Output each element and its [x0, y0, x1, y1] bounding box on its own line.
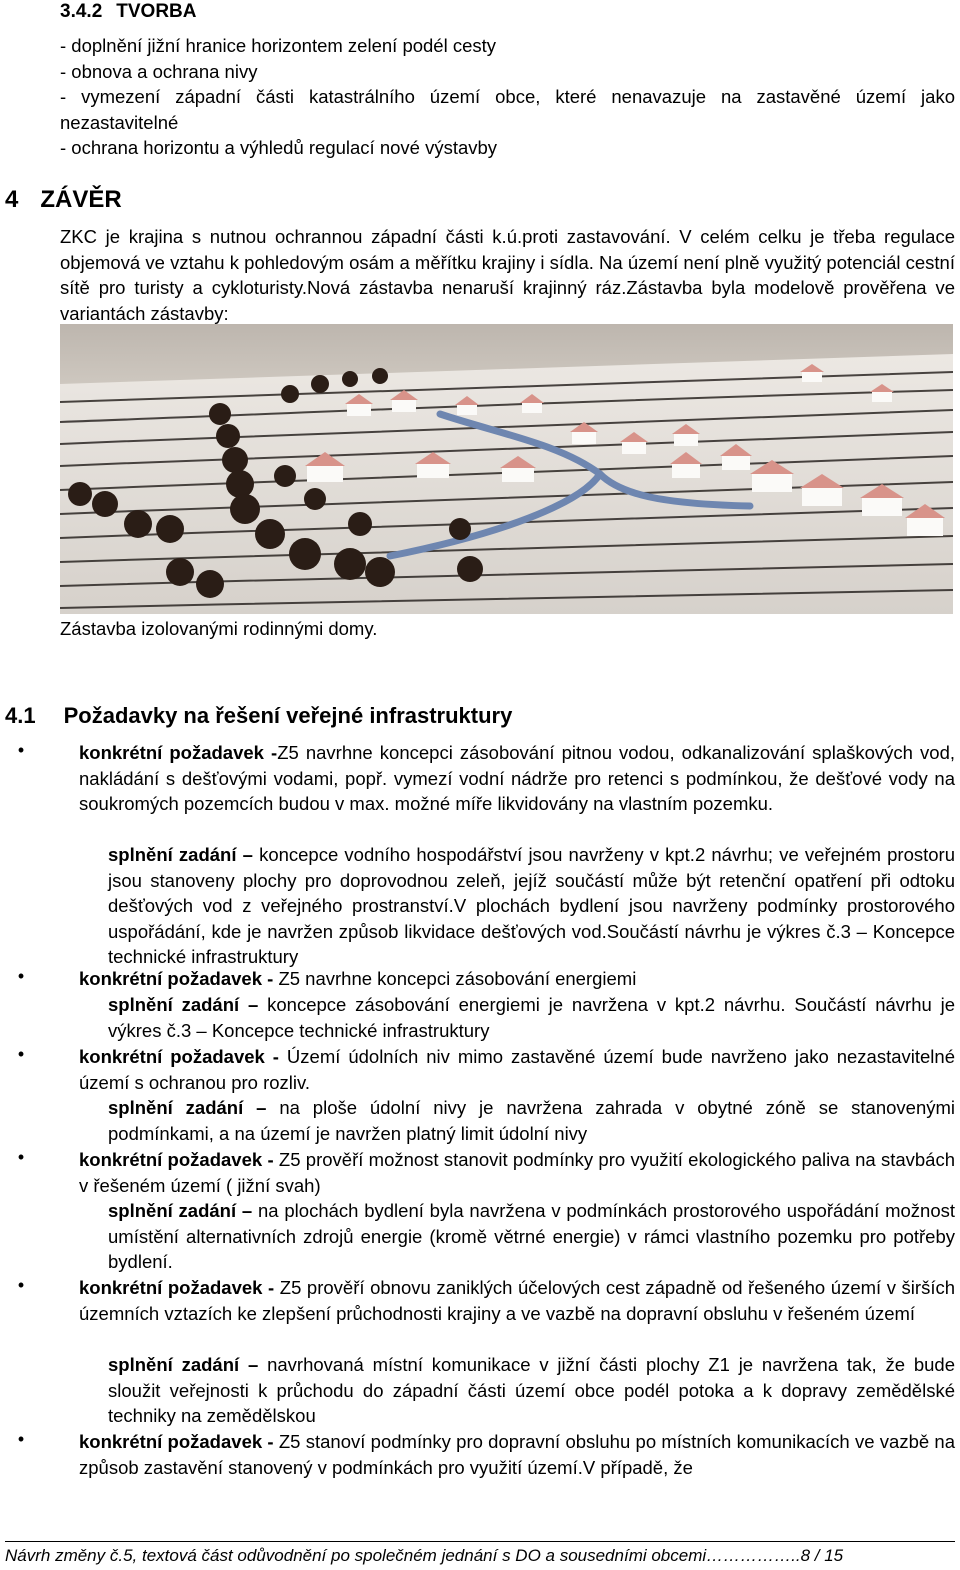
fulfilment-text [108, 1352, 955, 1429]
requirement-body: Z5 stanoví podmínky pro dopravní obsluhu po místních komunikacích ve vazbě na způsob zastavění stanovený v podmínkách pro využití území.V případě, že [79, 1431, 956, 1478]
requirement-label: konkrétní požadavek - [79, 1277, 275, 1298]
requirement-text [79, 740, 955, 817]
dash-list [60, 33, 955, 161]
requirement-text [79, 1429, 955, 1480]
dash-item: - ochrana horizontu a výhledů regulací nové výstavby [60, 137, 498, 158]
section-number: 4.1 [5, 703, 36, 728]
requirement-body: Z5 navrhne koncepci zásobování energiemi [278, 968, 637, 989]
requirement-text [79, 966, 955, 992]
requirement-text [79, 1044, 955, 1095]
fulfilment-label: splnění zadání – [108, 994, 259, 1015]
fulfilment-text [108, 992, 955, 1043]
section-number: 4 [5, 186, 19, 213]
fulfilment-text [108, 842, 955, 970]
dash-item: - vymezení západní části katastrálního území obce, které nenavazuje na zastavěné území jako nezastavitelné [60, 86, 955, 133]
requirement-body: Území údolních niv mimo zastavěné území bude navrženo jako nezastavitelné území s ochranou pro rozliv. [79, 1046, 955, 1093]
requirement-body: Z5 navrhne koncepci zásobování pitnou vodou, odkanalizování splaškových vod, nakládání s dešťovými vodami, popř. vymezí vodní nádrže pro retenci s podmínkou, že dešťové vody na soukromých pozemcích budou v max. možné míře likvidovány na vlastním pozemku. [79, 742, 955, 814]
requirement-text [79, 1147, 955, 1198]
fulfilment-body: koncepce vodního hospodářství jsou navrženy v kpt.2 návrhu; ve veřejném prostoru jsou stanoveny plochy pro doprovodnou zeleň, jejíž součástí může být retenční opatření při odtoku dešťových vod z veřejného prostranství.V plochách bydlení jsou navrženy podmínky prostorového uspořádání, kde je navržen způsob likvidace dešťových vod.Součástí návrhu je výkres č.3 – Koncepce technické infrastruktury [108, 844, 955, 967]
section-heading-3-4-2 [60, 1, 197, 23]
bullet-icon: • [17, 1044, 25, 1064]
conclusion-paragraph: ZKC je krajina s nutnou ochrannou západní části k.ú.proti zastavování. V celém celku je třeba regulace objemová ve vztahu k pohledovým osám a měřítku krajiny i sídla. Na území není plně využitý potenciál cestní sítě pro turisty a cykloturisty.Nová zástavba nenaruší krajinný ráz.Zástavba byla modelově prověřena ve variantách zástavby: [60, 226, 955, 324]
bullet-icon: • [17, 966, 25, 986]
dash-item: - obnova a ochrana nivy [60, 60, 258, 82]
requirement-label: konkrétní požadavek - [79, 1046, 279, 1067]
bullet-icon: • [17, 1275, 25, 1295]
bullet-icon: • [17, 1429, 25, 1449]
requirement-body: Z5 prověří možnost stanovit podmínky pro využití ekologického paliva na stavbách v řešeném území ( jižní svah) [79, 1149, 955, 1196]
fulfilment-label: splnění zadání – [108, 1354, 259, 1375]
footer-rule [5, 1541, 955, 1542]
landscape-model-photo [60, 324, 953, 614]
fulfilment-label: splnění zadání – [108, 1200, 253, 1221]
requirement-text [79, 1275, 955, 1326]
bullet-icon: • [17, 740, 25, 760]
page-footer: Návrh změny č.5, textová část odůvodnění po společném jednání s DO a sousedními obcemi……………..8 / 15 [5, 1546, 844, 1565]
section-number: 3.4.2 [60, 1, 103, 22]
dash-item: - doplnění jižní hranice horizontem zelení podél cesty [60, 35, 497, 56]
fulfilment-body: na plochách bydlení byla navržena v podmínkách prostorového uspořádání možnost umístění alternativních zdrojů energie (kromě větrné energie) v rámci vlastního pozemku pro potřeby bydlení. [108, 1200, 955, 1272]
fulfilment-body: na ploše údolní nivy je navržena zahrada v obytné zóně se stanovenými podmínkami, a na území je navržen platný limit údolní nivy [108, 1097, 955, 1144]
requirement-label: konkrétní požadavek - [79, 1149, 274, 1170]
requirement-label: konkrétní požadavek - [79, 742, 278, 763]
fulfilment-body: navrhovaná místní komunikace v jižní části plochy Z1 je navržena tak, že bude sloužit veřejnosti k průchodu do západní části území obce podél potoka a k dopravy zemědělské techniky na zemědělskou [108, 1354, 955, 1426]
requirement-body: Z5 prověří obnovu zaniklých účelových cest západně od řešeného území v širších územních vztazích ke zlepšení průchodnosti krajiny a ve vazbě na dopravní obsluhu v řešeném území [79, 1277, 956, 1324]
photo-caption: Zástavba izolovanými rodinnými domy. [60, 618, 378, 639]
section-heading-4-1 [5, 703, 512, 729]
section-heading-4 [5, 186, 122, 214]
section-title: Požadavky na řešení veřejné infrastruktury [63, 703, 513, 728]
fulfilment-body: koncepce zásobování energiemi je navržena v kpt.2 návrhu. Součástí návrhu je výkres č.3 – Koncepce technické infrastruktury [108, 994, 956, 1041]
requirement-label: konkrétní požadavek - [79, 968, 274, 989]
fulfilment-text [108, 1198, 955, 1275]
bullet-icon: • [17, 1147, 25, 1167]
section-title: TVORBA [116, 1, 197, 22]
requirement-label: konkrétní požadavek - [79, 1431, 274, 1452]
fulfilment-label: splnění zadání – [108, 1097, 267, 1118]
fulfilment-text [108, 1095, 955, 1146]
fulfilment-label: splnění zadání – [108, 844, 253, 865]
section-title: ZÁVĚR [40, 186, 122, 213]
